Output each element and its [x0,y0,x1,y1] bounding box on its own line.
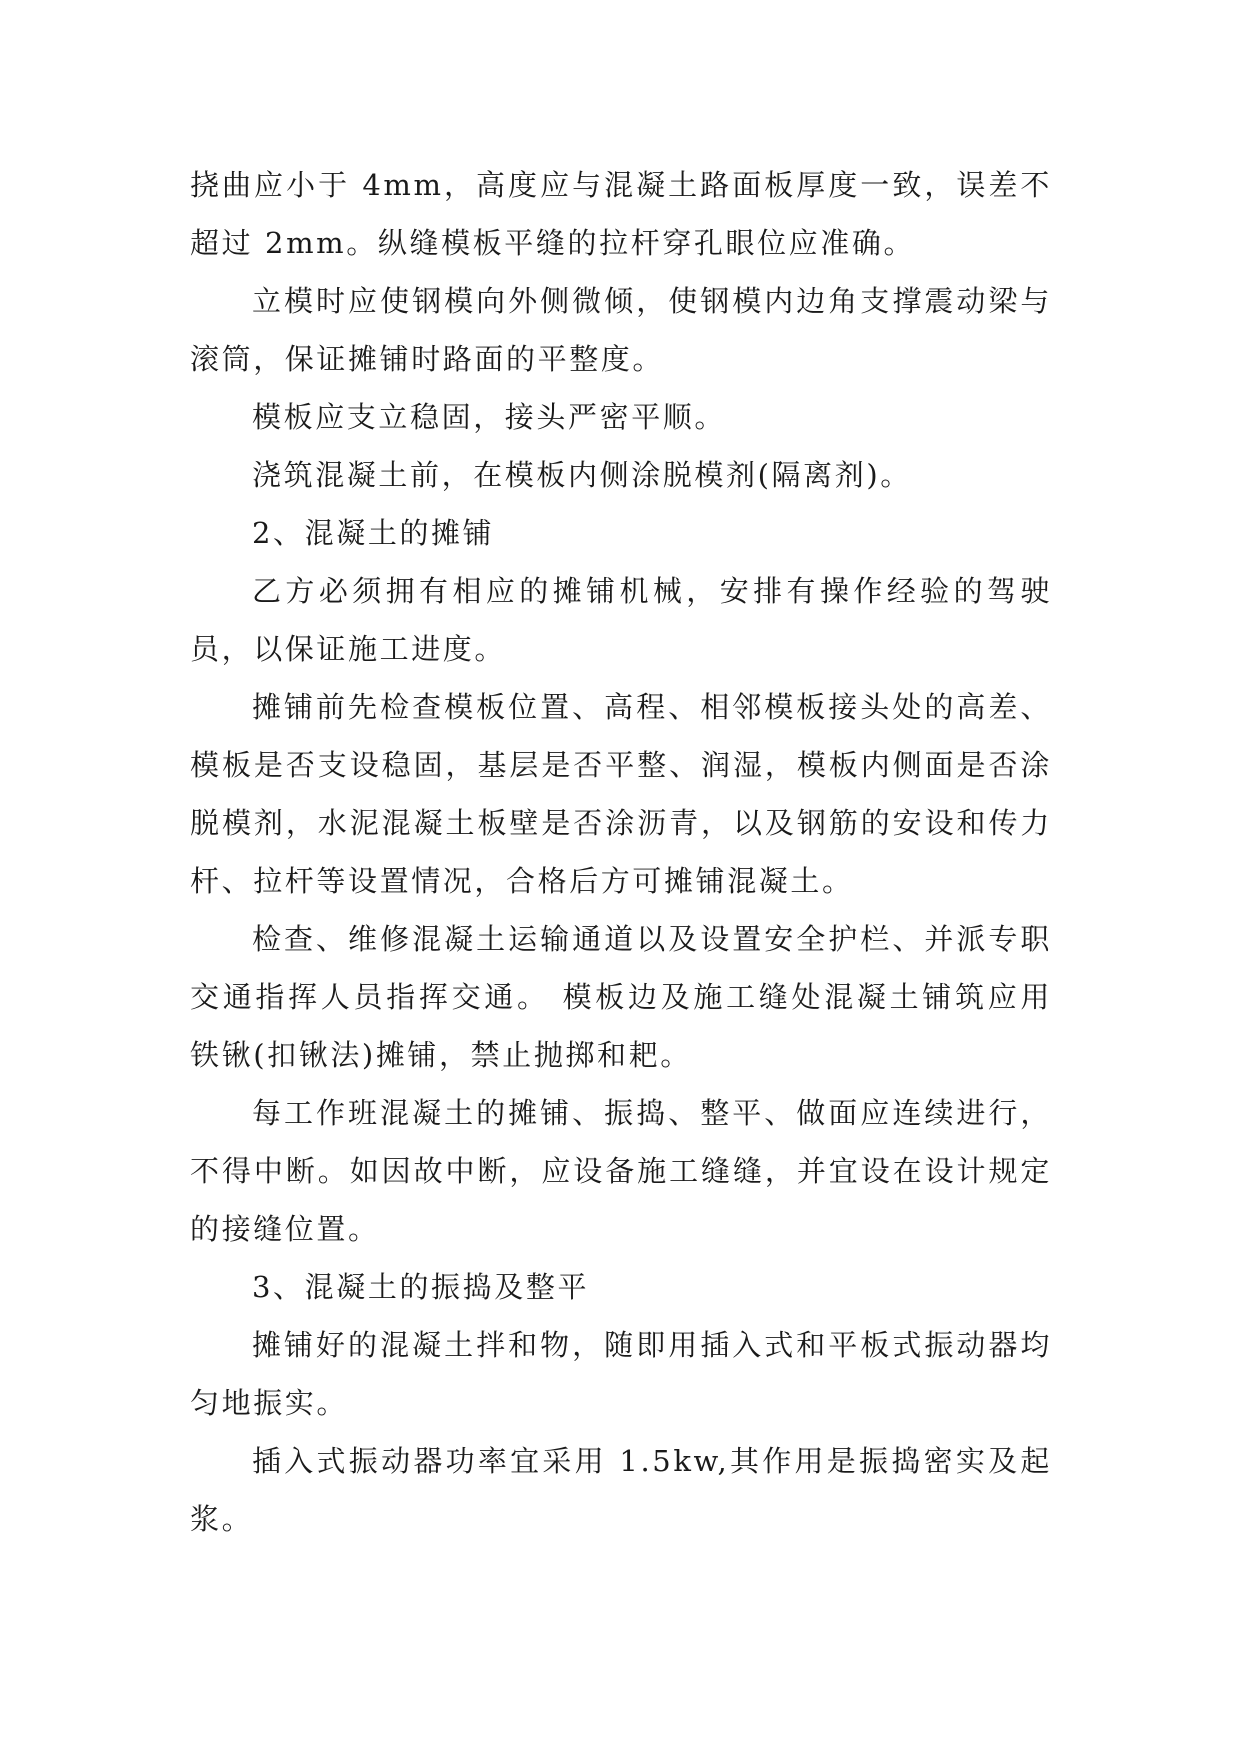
paragraph-6: 乙方必须拥有相应的摊铺机械，安排有操作经验的驾驶员，以保证施工进度。 [190,574,1052,666]
paragraph-3: 模板应支立稳固，接头严密平顺。 [252,400,727,434]
section-heading-3: 3、混凝土的振捣及整平 [252,1270,590,1304]
paragraph-11: 摊铺好的混凝土拌和物，随即用插入式和平板式振动器均匀地振实。 [190,1328,1052,1420]
paragraph-2: 立模时应使钢模向外侧微倾，使钢模内边角支撑震动梁与滚筒，保证摊铺时路面的平整度。 [190,284,1052,376]
paragraph-4: 浇筑混凝土前，在模板内侧涂脱模剂(隔离剂)。 [252,458,912,492]
section-heading-2: 2、混凝土的摊铺 [252,516,495,550]
paragraph-8: 检查、维修混凝土运输通道以及设置安全护栏、并派专职交通指挥人员指挥交通。 模板边及施工缝处混凝土铺筑应用铁锹(扣锹法)摊铺，禁止抛掷和耙。 [190,922,1052,1072]
document-body [190,156,1052,1548]
paragraph-7: 摊铺前先检查模板位置、高程、相邻模板接头处的高差、模板是否支设稳固，基层是否平整、润湿，模板内侧面是否涂脱模剂，水泥混凝土板壁是否涂沥青，以及钢筋的安设和传力杆、拉杆等设置情况，合格后方可摊铺混凝土。 [190,690,1052,898]
paragraph-1: 挠曲应小于 4mm，高度应与混凝土路面板厚度一致，误差不超过 2mm。纵缝模板平缝的拉杆穿孔眼位应准确。 [190,168,1052,260]
paragraph-12: 插入式振动器功率宜采用 1.5kw,其作用是振捣密实及起浆。 [190,1444,1052,1536]
paragraph-9: 每工作班混凝土的摊铺、振捣、整平、做面应连续进行，不得中断。如因故中断，应设备施工缝缝，并宜设在设计规定的接缝位置。 [190,1096,1052,1246]
